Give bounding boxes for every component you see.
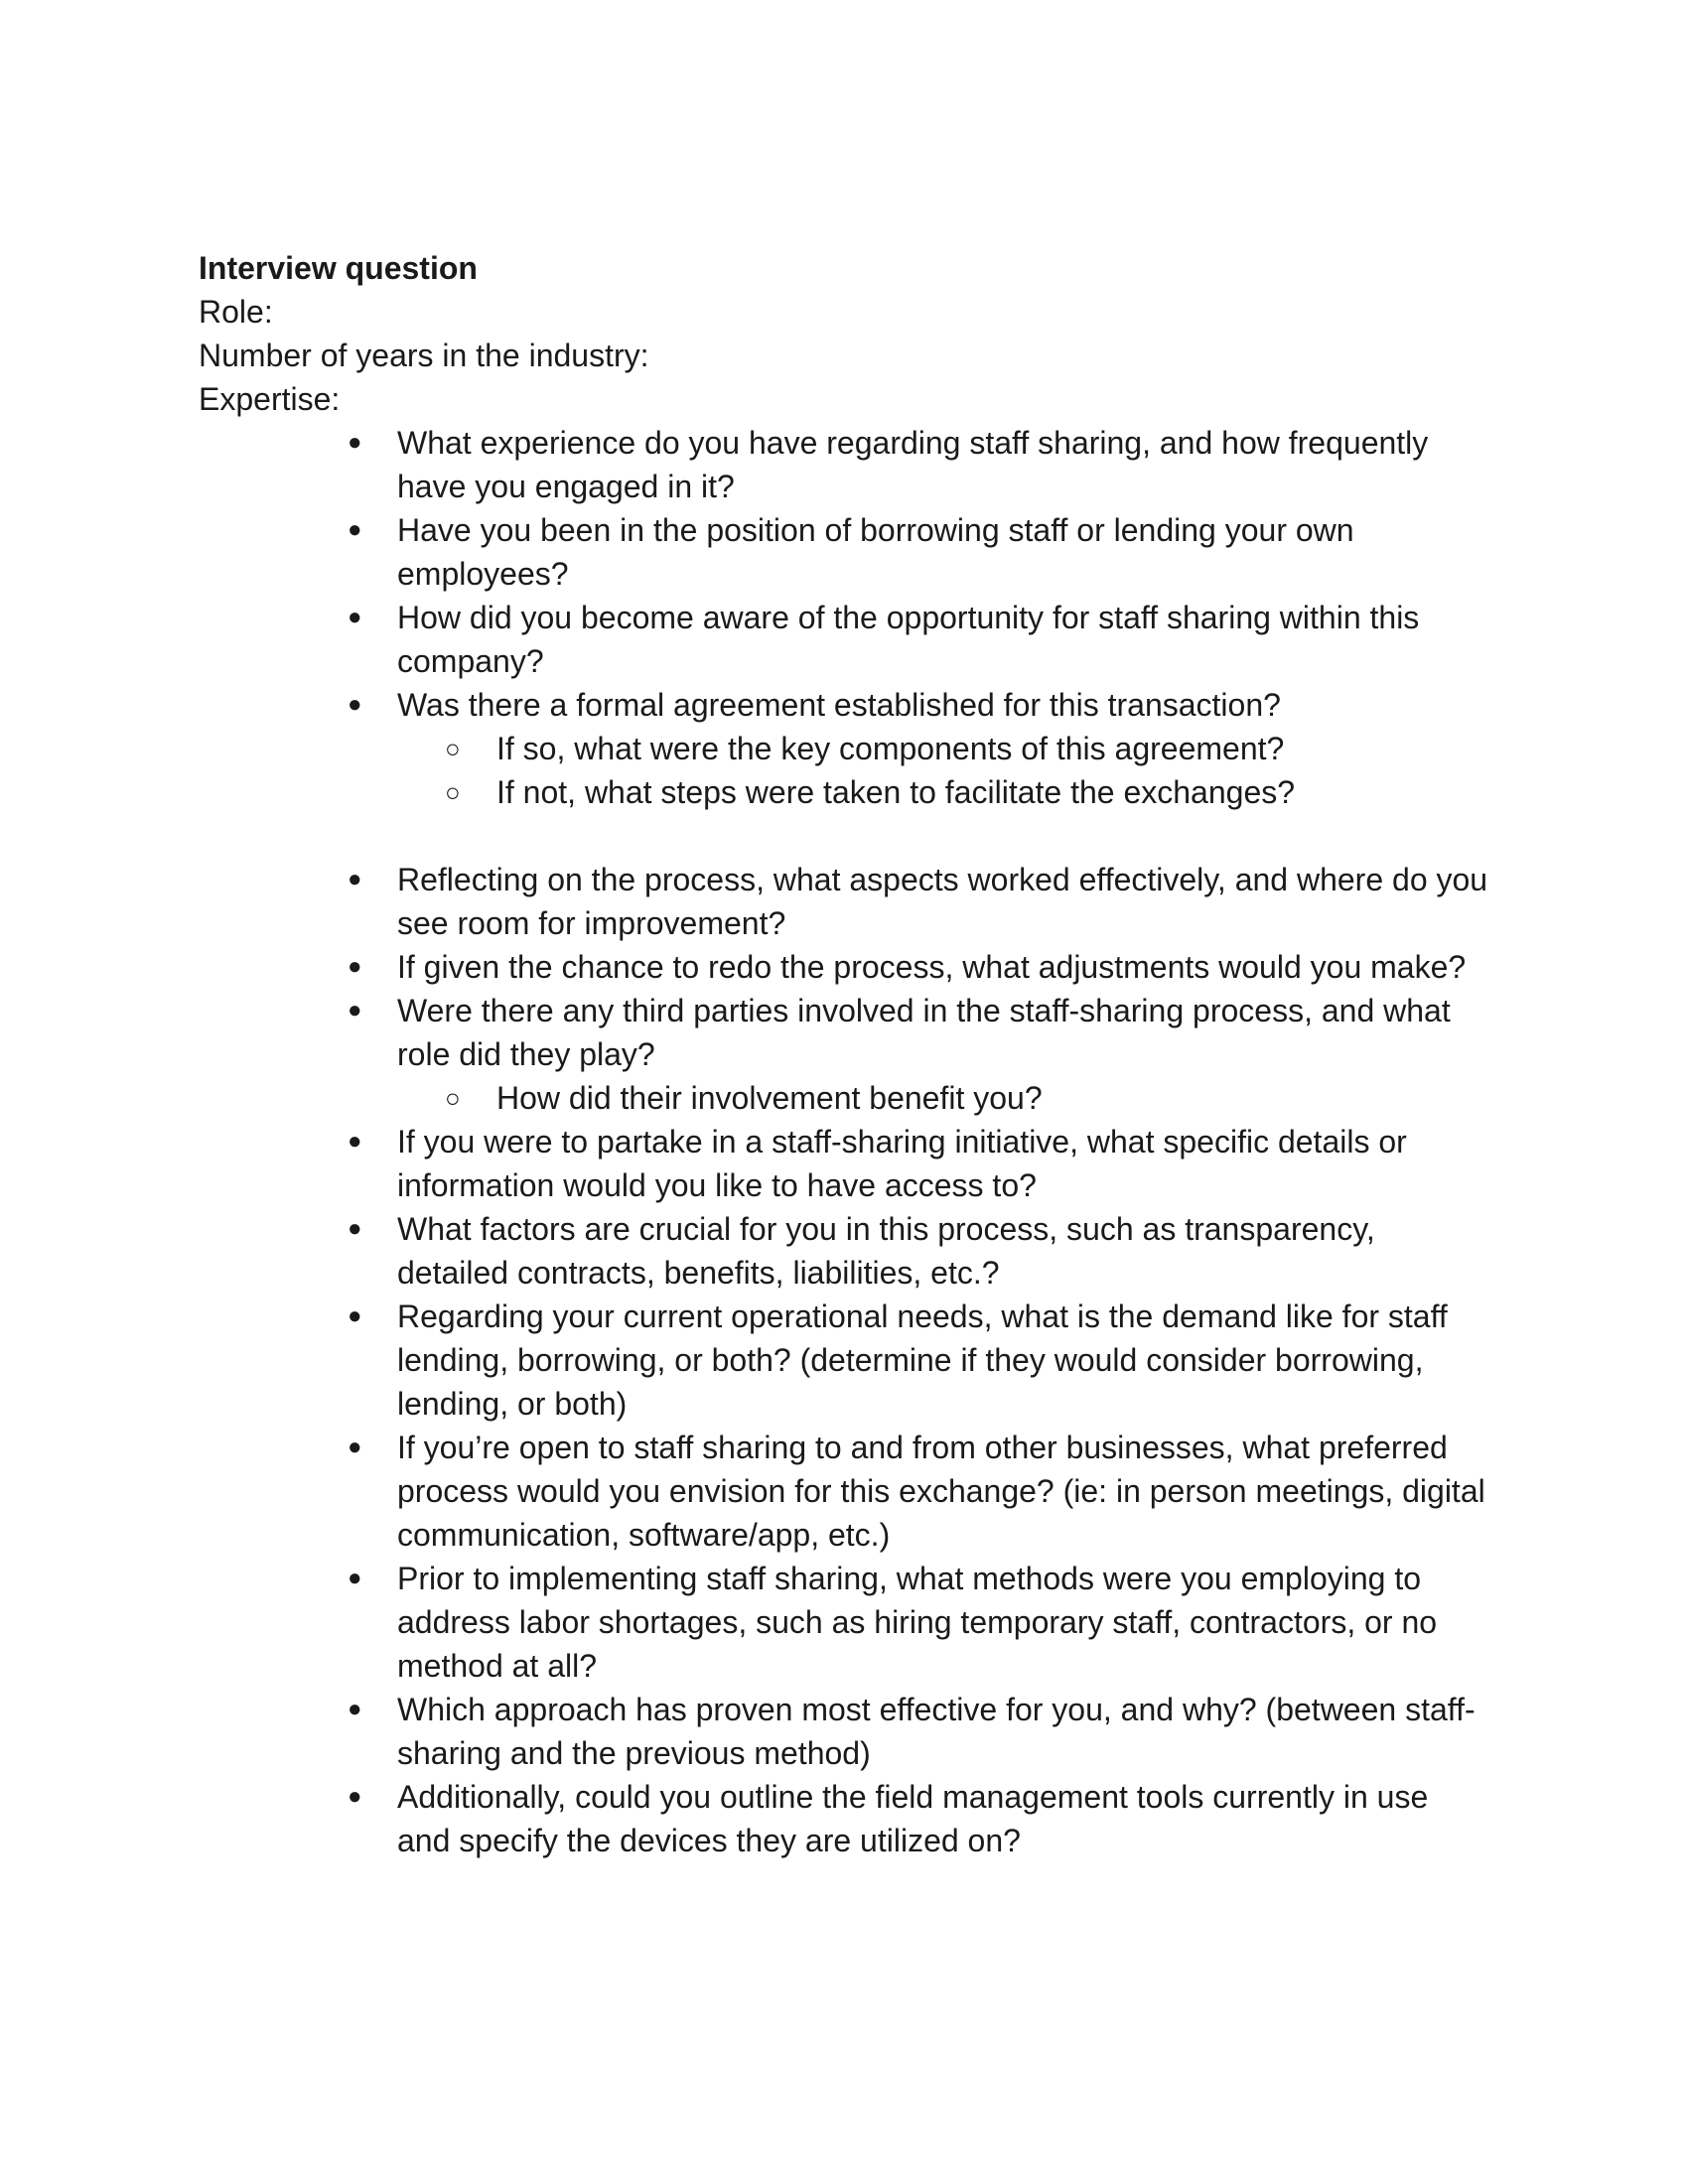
bullet-icon: ● bbox=[348, 604, 362, 630]
bullet-icon: ● bbox=[348, 1565, 362, 1591]
question-text: Regarding your current operational needs, what is the demand like for staff lending, borrowing, or both? (determine if they would consider borrowing, lending, or both) bbox=[397, 1298, 1448, 1422]
sub-question-text: How did their involvement benefit you? bbox=[496, 1080, 1043, 1116]
bullet-icon: ● bbox=[348, 1128, 362, 1155]
bullet-icon: ● bbox=[348, 997, 362, 1024]
question-text: Prior to implementing staff sharing, what methods were you employing to address labor shortages, such as hiring temporary staff, contractors, or no method at all? bbox=[397, 1561, 1438, 1684]
question-item bbox=[199, 421, 1489, 508]
question-item bbox=[199, 1207, 1489, 1295]
question-text: If you’re open to staff sharing to and from other businesses, what preferred process would you envision for this exchange? (ie: in person meetings, digital communication, software/app, etc.) bbox=[397, 1430, 1485, 1553]
sub-question-text: If so, what were the key components of this agreement? bbox=[496, 731, 1285, 766]
bullet-icon: ● bbox=[348, 1696, 362, 1722]
sub-question-item bbox=[199, 1076, 1489, 1120]
question-text: What experience do you have regarding staff sharing, and how frequently have you engaged in it? bbox=[397, 425, 1429, 504]
question-item bbox=[199, 945, 1489, 989]
document-page bbox=[199, 246, 1489, 1862]
bullet-icon: ● bbox=[348, 429, 362, 456]
question-text: Was there a formal agreement established for this transaction? bbox=[397, 687, 1281, 723]
question-item bbox=[199, 1120, 1489, 1207]
sub-question-list bbox=[199, 1076, 1489, 1120]
sub-question-item bbox=[199, 770, 1489, 814]
question-list bbox=[199, 1120, 1489, 1862]
question-item bbox=[199, 508, 1489, 596]
field-expertise: Expertise: bbox=[199, 381, 341, 417]
question-item bbox=[199, 1688, 1489, 1775]
field-years-in-industry: Number of years in the industry: bbox=[199, 338, 649, 373]
question-item bbox=[199, 596, 1489, 683]
bullet-icon: ● bbox=[348, 866, 362, 892]
question-item bbox=[199, 1557, 1489, 1688]
bullet-icon: ● bbox=[348, 1433, 362, 1460]
sub-question-item bbox=[199, 727, 1489, 770]
question-text: What factors are crucial for you in this process, such as transparency, detailed contracts, benefits, liabilities, etc.? bbox=[397, 1211, 1375, 1291]
question-text: If given the chance to redo the process, what adjustments would you make? bbox=[397, 949, 1467, 985]
question-text: How did you become aware of the opportunity for staff sharing within this company? bbox=[397, 600, 1420, 679]
question-item bbox=[199, 1295, 1489, 1426]
question-list bbox=[199, 421, 1489, 727]
sub-question-text: If not, what steps were taken to facilitate the exchanges? bbox=[496, 774, 1296, 810]
document-title: Interview question bbox=[199, 250, 478, 286]
sub-question-list bbox=[199, 727, 1489, 814]
bullet-icon: ● bbox=[348, 953, 362, 980]
sub-bullet-icon: ○ bbox=[445, 734, 461, 763]
question-text: Have you been in the position of borrowing staff or lending your own employees? bbox=[397, 512, 1354, 592]
question-item bbox=[199, 683, 1489, 727]
sub-bullet-icon: ○ bbox=[445, 1083, 461, 1113]
bullet-icon: ● bbox=[348, 1215, 362, 1242]
question-text: Additionally, could you outline the field management tools currently in use and specify the devices they are utilized on? bbox=[397, 1779, 1429, 1858]
bullet-icon: ● bbox=[348, 691, 362, 718]
question-text: Which approach has proven most effective for you, and why? (between staff-sharing and the previous method) bbox=[397, 1692, 1476, 1771]
sub-bullet-icon: ○ bbox=[445, 777, 461, 807]
question-text: If you were to partake in a staff-sharing initiative, what specific details or information would you like to have access to? bbox=[397, 1124, 1407, 1203]
blank-line bbox=[199, 814, 1489, 858]
question-item bbox=[199, 1426, 1489, 1557]
question-text: Reflecting on the process, what aspects worked effectively, and where do you see room for improvement? bbox=[397, 862, 1488, 941]
question-item bbox=[199, 989, 1489, 1076]
bullet-icon: ● bbox=[348, 1783, 362, 1810]
question-text: Were there any third parties involved in the staff-sharing process, and what role did they play? bbox=[397, 993, 1451, 1072]
field-role: Role: bbox=[199, 294, 273, 330]
bullet-icon: ● bbox=[348, 516, 362, 543]
question-item bbox=[199, 858, 1489, 945]
question-item bbox=[199, 1775, 1489, 1862]
question-list bbox=[199, 858, 1489, 1076]
bullet-icon: ● bbox=[348, 1302, 362, 1329]
